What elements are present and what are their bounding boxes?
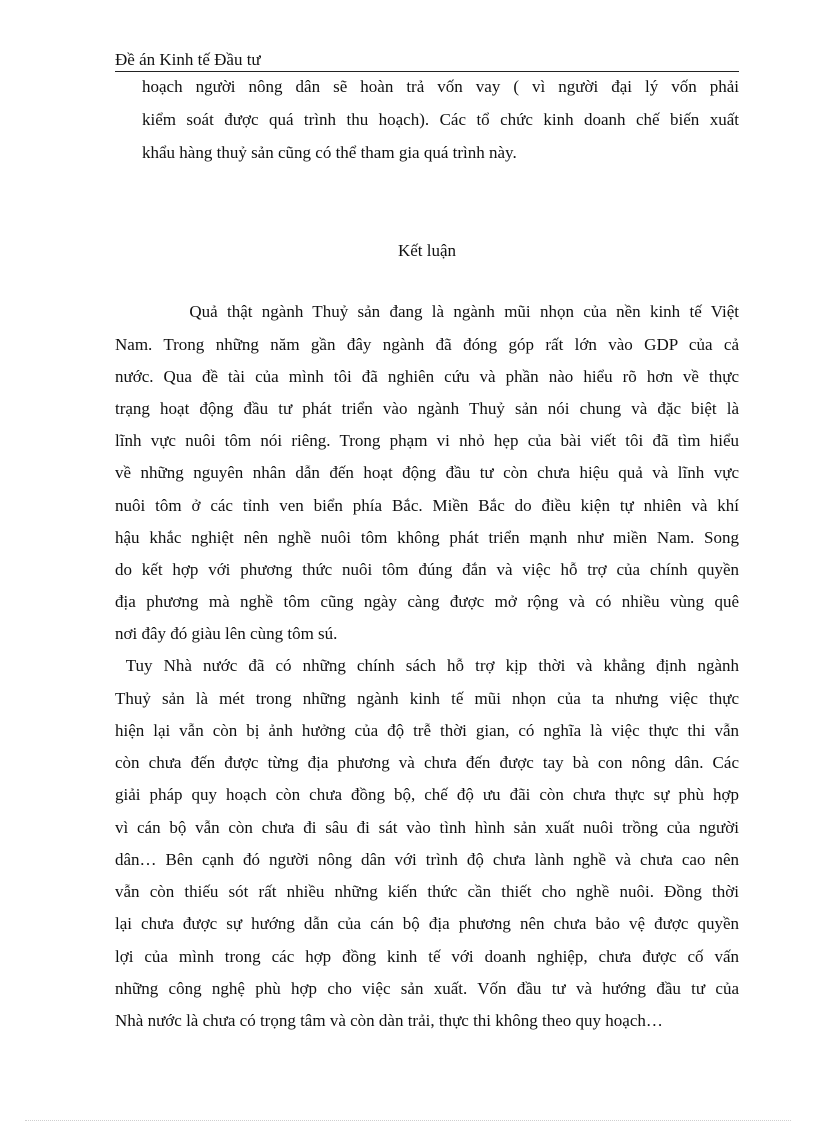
page-bottom-border bbox=[25, 1120, 791, 1121]
paragraph-line: Quả thật ngành Thuỷ sản đang là ngành mũi nhọn của nền kinh tế Việt bbox=[115, 302, 739, 321]
paragraph-line: những công nghệ phù hợp cho việc sản xuất. Vốn đầu tư và hướng đầu tư của bbox=[115, 979, 739, 998]
paragraph-line: Nhà nước là chưa có trọng tâm và còn dàn trải, thực thi không theo quy hoạch… bbox=[115, 1011, 663, 1030]
paragraph-line: hiện lại vẫn còn bị ảnh hưởng của độ trễ thời gian, có nghĩa là việc thực thi vẫn bbox=[115, 721, 739, 740]
paragraph-line: lại chưa được sự hướng dẫn của cán bộ địa phương nên chưa bảo vệ được quyền bbox=[115, 914, 739, 933]
paragraph-line: nơi đây đó giàu lên cùng tôm sú. bbox=[115, 624, 338, 643]
paragraph-line: nước. Qua đề tài của mình tôi đã nghiên cứu và phần nào hiểu rõ hơn về thực bbox=[115, 367, 739, 386]
paragraph-line: do kết hợp với phương thức nuôi tôm đúng đắn và việc hỗ trợ của chính quyền bbox=[115, 560, 739, 579]
paragraph-line: vẫn còn thiếu sót rất nhiều những kiến thức cần thiết cho nghề nuôi. Đồng thời bbox=[115, 882, 739, 901]
paragraph-line: địa phương mà nghề tôm cũng ngày càng được mở rộng và có nhiều vùng quê bbox=[115, 592, 739, 611]
paragraph-line: về những nguyên nhân dẫn đến hoạt động đầu tư còn chưa hiệu quả và lĩnh vực bbox=[115, 463, 739, 482]
page-header: Đề án Kinh tế Đầu tư bbox=[115, 50, 739, 72]
paragraph-line: còn chưa đến được từng địa phương và chưa đến được tay bà con nông dân. Các bbox=[115, 753, 739, 772]
paragraph-line: Tuy Nhà nước đã có những chính sách hỗ trợ kịp thời và khẳng định ngành bbox=[115, 656, 739, 675]
paragraph-line: vì cán bộ vẫn còn chưa đi sâu đi sát vào tình hình sản xuất nuôi trồng của người bbox=[115, 818, 739, 837]
paragraph-line: giải pháp quy hoạch còn chưa đồng bộ, chế độ ưu đãi còn chưa thực sự phù hợp bbox=[115, 785, 739, 804]
continuation-line: khẩu hàng thuỷ sản cũng có thể tham gia quá trình này. bbox=[142, 143, 517, 162]
continuation-line: kiểm soát được quá trình thu hoạch). Các tổ chức kinh doanh chế biến xuất bbox=[142, 110, 739, 129]
paragraph-line: Nam. Trong những năm gần đây ngành đã đóng góp rất lớn vào GDP của cả bbox=[115, 335, 739, 354]
paragraph-line: hậu khắc nghiệt nên nghề nuôi tôm không phát triển mạnh như miền Nam. Song bbox=[115, 528, 739, 547]
paragraph-line: lĩnh vực nuôi tôm nói riêng. Trong phạm vi nhỏ hẹp của bài viết tôi đã tìm hiểu bbox=[115, 431, 739, 450]
paragraph-line: trạng hoạt động đầu tư phát triển vào ngành Thuỷ sản nói chung và đặc biệt là bbox=[115, 399, 739, 418]
section-title: Kết luận bbox=[397, 241, 457, 260]
continuation-line: hoạch người nông dân sẽ hoàn trả vốn vay ( vì người đại lý vốn phải bbox=[142, 77, 739, 96]
paragraph-line: dân… Bên cạnh đó người nông dân với trình độ chưa lành nghề và chưa cao nên bbox=[115, 850, 739, 869]
paragraph-line: Thuỷ sản là mét trong những ngành kinh tế mũi nhọn của ta nhưng việc thực bbox=[115, 689, 739, 708]
paragraph-line: lợi của mình trong các hợp đồng kinh tế với doanh nghiệp, chưa được cố vấn bbox=[115, 947, 739, 966]
paragraph-line: nuôi tôm ở các tỉnh ven biển phía Bắc. Miền Bắc do điều kiện tự nhiên và khí bbox=[115, 496, 739, 515]
